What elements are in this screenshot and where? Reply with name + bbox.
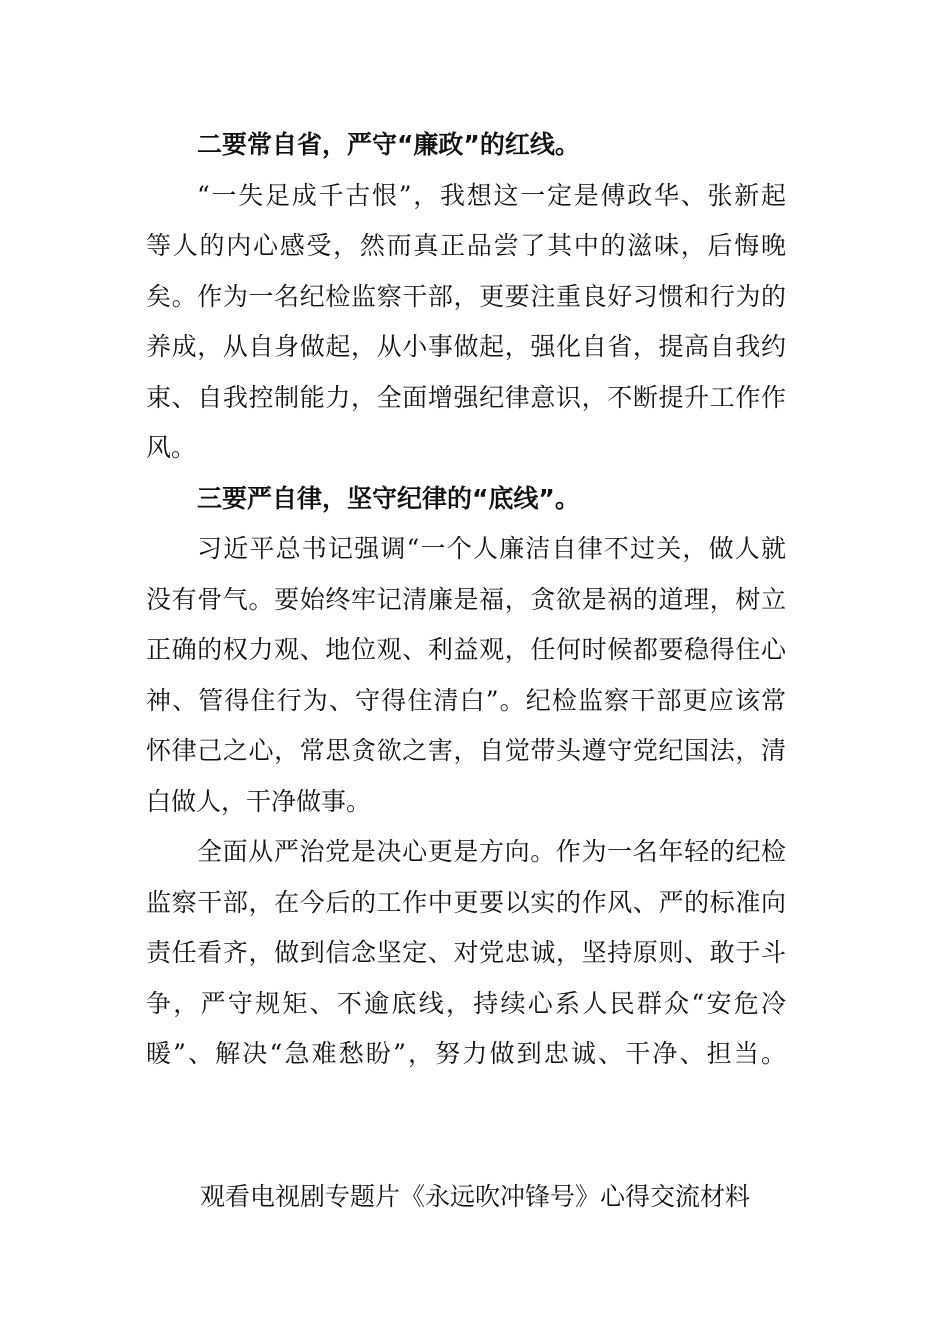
- paragraph-line: 怀律己之心，常思贪欲之害，自觉带头遵守党纪国法，清: [146, 736, 786, 765]
- paragraph-line: 责任看齐，做到信念坚定、对党忠诚，坚持原则、敢于斗: [146, 938, 786, 967]
- paragraph-line: 等人的内心感受，然而真正品尝了其中的滋味，后悔晚: [146, 231, 786, 260]
- paragraph-line: 束、自我控制能力，全面增强纪律意识，不断提升工作作: [146, 382, 786, 412]
- document-body: [146, 120, 786, 1080]
- section-heading-self-reflection: 二要常自省，严守“廉政”的红线。: [197, 130, 580, 159]
- paragraph-line: 白做人，干净做事。: [146, 786, 372, 816]
- next-document-title: 观看电视剧专题片《永远吹冲锋号》心得交流材料: [199, 1182, 750, 1211]
- paragraph-self-reflection: [146, 171, 786, 474]
- paragraph-line: 神、管得住行为、守得住清白”。纪检监察干部更应该常: [146, 685, 786, 715]
- paragraph-line: 监察干部，在今后的工作中更要以实的作风、严的标准向: [146, 887, 786, 917]
- paragraph-line: 习近平总书记强调“一个人廉洁自律不过关，做人就: [197, 534, 786, 563]
- paragraph-line: 争，严守规矩、不逾底线，持续心系人民群众“安危冷: [146, 988, 786, 1018]
- paragraph-line: 矣。作为一名纪检监察干部，更要注重良好习惯和行为的: [146, 281, 786, 311]
- paragraph-self-discipline: [146, 524, 786, 827]
- paragraph-line: 风。: [146, 433, 197, 462]
- paragraph-line: 养成，从自身做起，从小事做起，强化自省，提高自我约: [146, 332, 786, 361]
- paragraph-line: 正确的权力观、地位观、利益观，任何时候都要稳得住心: [146, 635, 786, 664]
- paragraph-line: “一失足成千古恨”，我想这一定是傅政华、张新起: [197, 180, 786, 210]
- paragraph-line: 暖”、解决“急难愁盼”，努力做到忠诚、干净、担当。: [146, 1039, 786, 1068]
- paragraph-line: 全面从严治党是决心更是方向。作为一名年轻的纪检: [197, 837, 786, 866]
- section-heading-self-discipline: 三要严自律，坚守纪律的“底线”。: [197, 483, 580, 513]
- paragraph-conclusion: [146, 827, 786, 1080]
- paragraph-line: 没有骨气。要始终牢记清廉是福，贪欲是祸的道理，树立: [146, 584, 786, 614]
